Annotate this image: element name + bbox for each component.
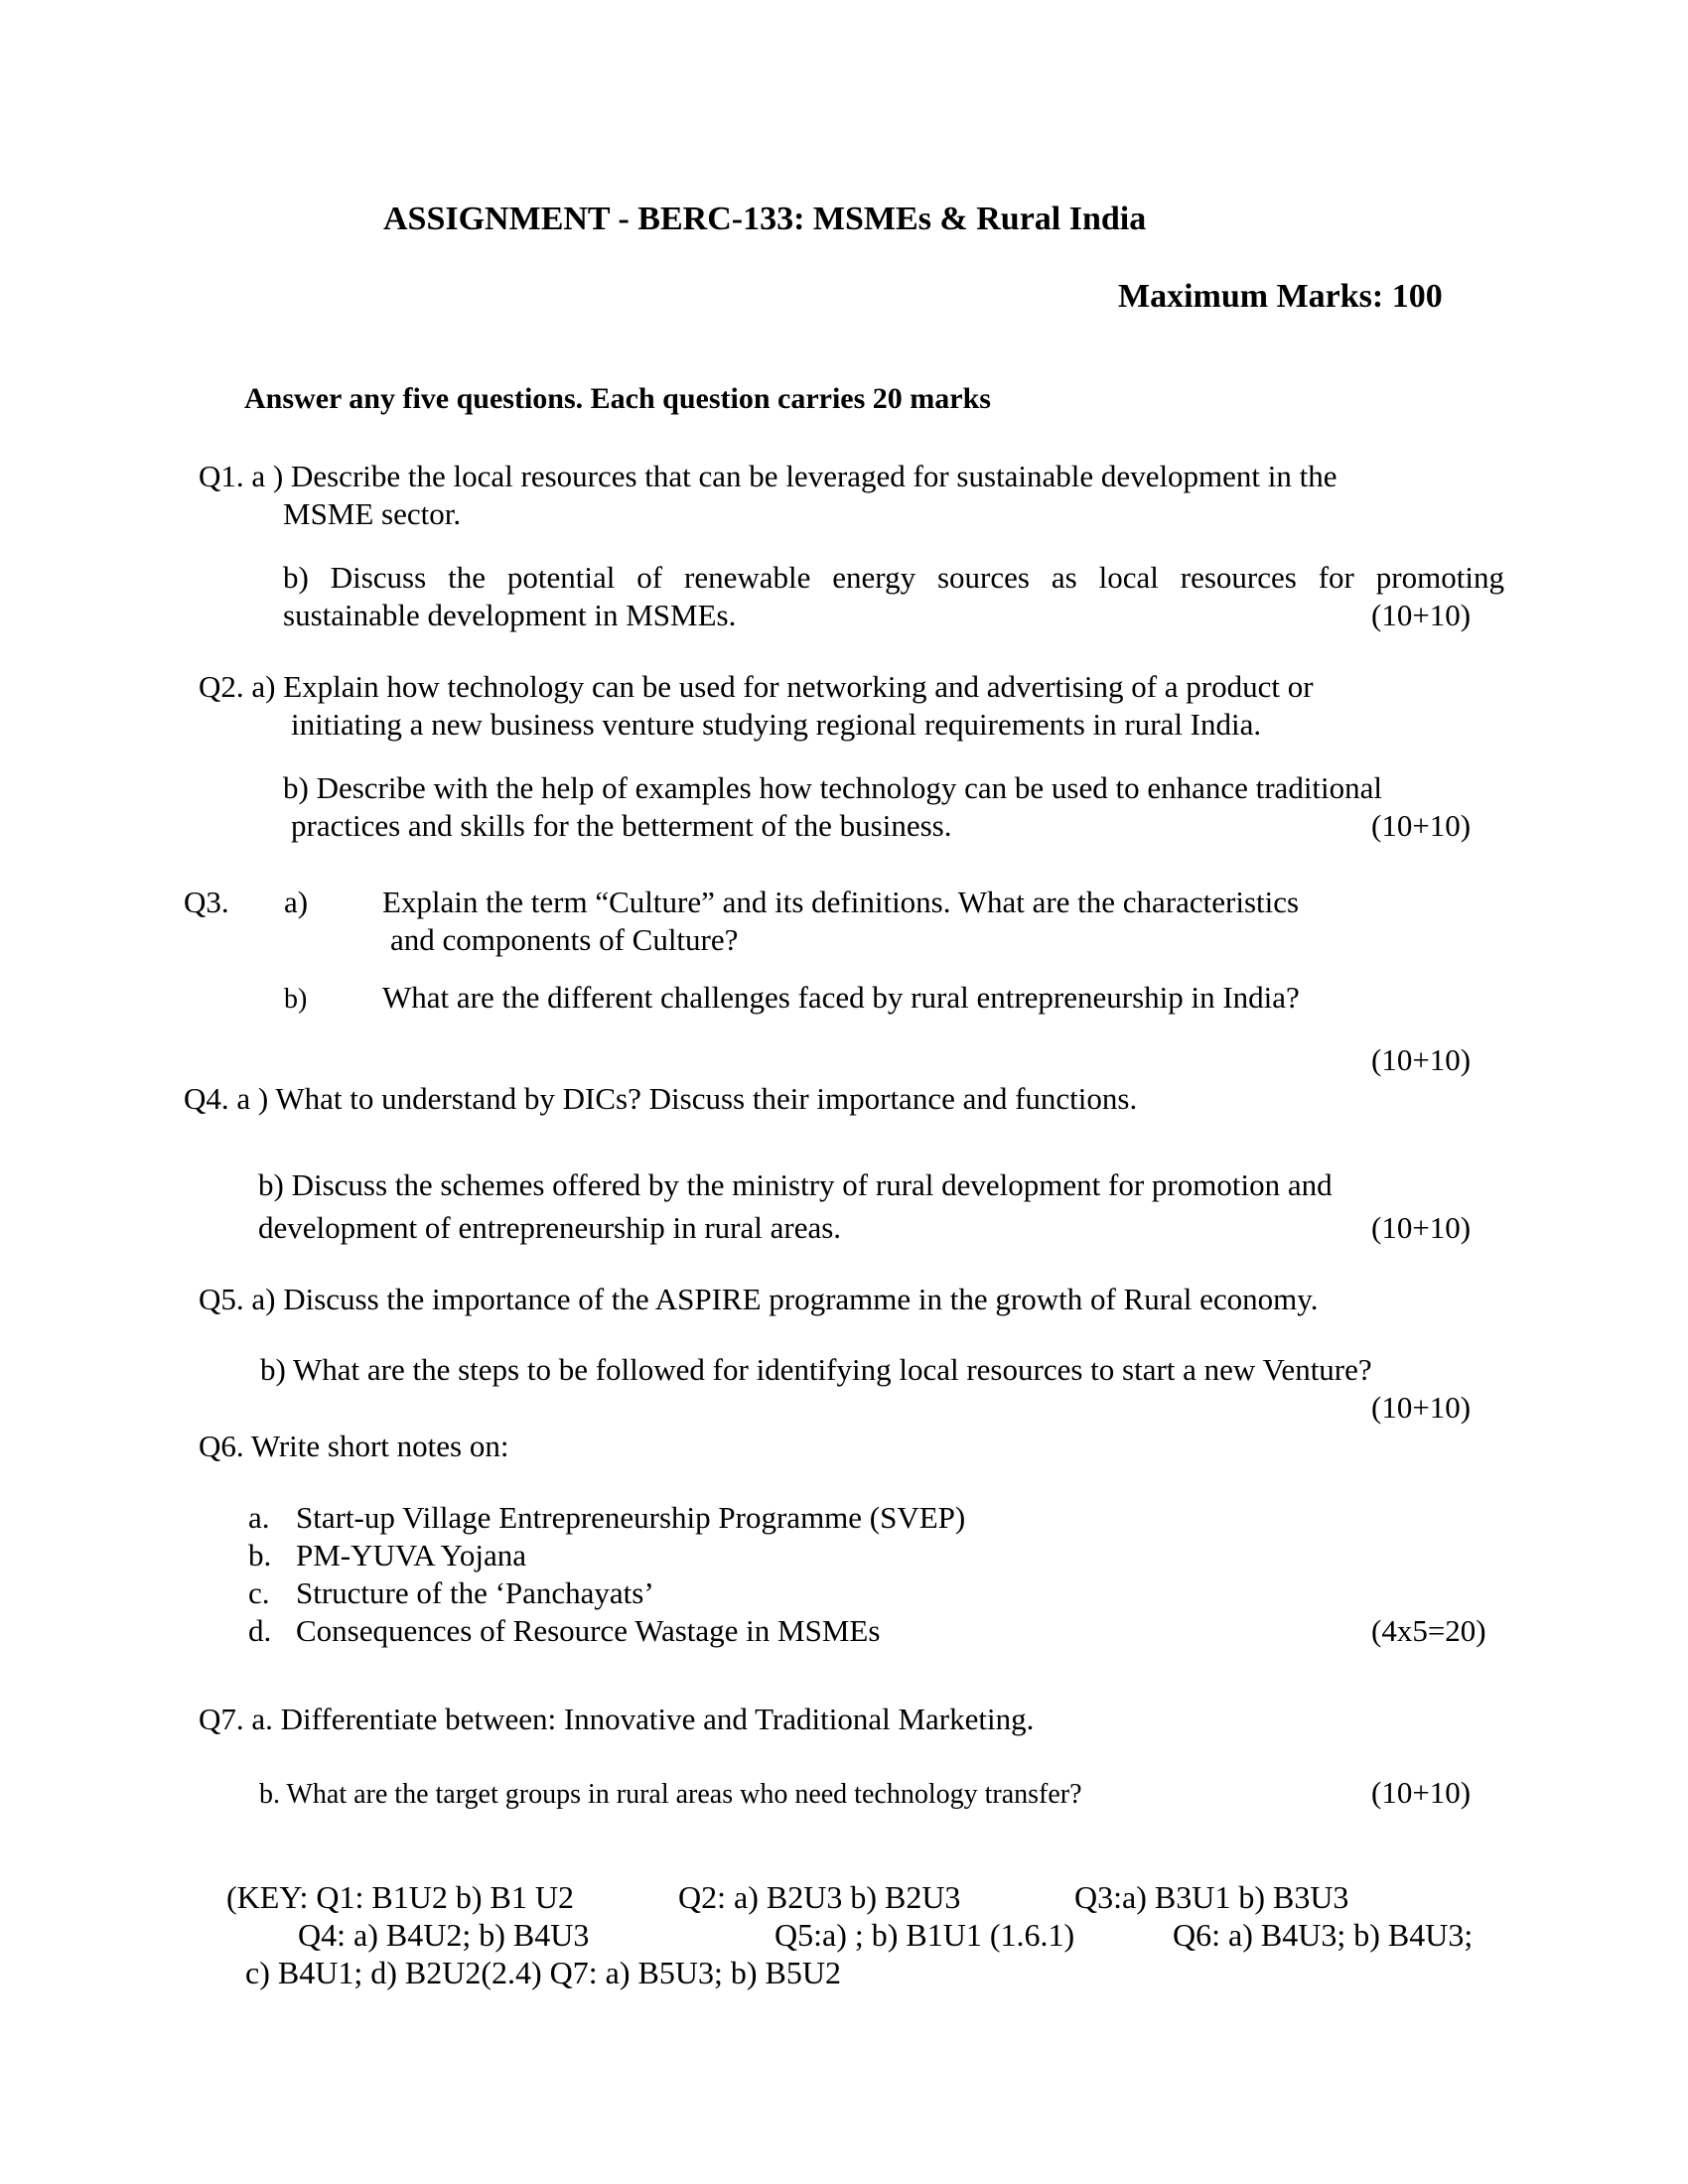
q1-b-word: promoting [1375, 560, 1504, 595]
key-line3: c) B4U1; d) B2U2(2.4) Q7: a) B5U3; b) B5U2 [245, 1955, 841, 1990]
q2-marks: (10+10) [1371, 808, 1472, 843]
q6-item-text: PM-YUVA Yojana [296, 1538, 526, 1572]
q1-b-word: Discuss [330, 560, 427, 595]
q1-b-word: for [1318, 560, 1354, 595]
q6-heading: Q6. Write short notes on: [199, 1429, 509, 1463]
q6-marks: (4x5=20) [1371, 1613, 1486, 1648]
q1-b-word: renewable [684, 560, 811, 595]
q3-b-line1: What are the different challenges faced by rural entrepreneurship in India? [382, 980, 1300, 1015]
q6-item-label: c. [248, 1575, 270, 1610]
q1-b-word: sources [936, 560, 1030, 595]
q5-marks: (10+10) [1371, 1390, 1472, 1425]
q1-b-word: the [448, 560, 486, 595]
key-line2-part: Q4: a) B4U2; b) B4U3 [298, 1917, 590, 1953]
q4-marks: (10+10) [1371, 1210, 1472, 1245]
q6-item-text: Structure of the ‘Panchayats’ [296, 1575, 654, 1610]
q6-item-label: a. [248, 1500, 270, 1535]
q2-a-line2: initiating a new business venture studying regional requirements in rural India. [291, 707, 1262, 742]
q6-item-text: Start-up Village Entrepreneurship Programme (SVEP) [296, 1500, 966, 1535]
q4-b-line2: development of entrepreneurship in rural areas. [258, 1210, 842, 1245]
q1-b-word: potential [506, 560, 616, 595]
q1-b-word: energy [832, 560, 916, 595]
q6-item-label: d. [248, 1613, 272, 1648]
q3-marks: (10+10) [1371, 1042, 1472, 1077]
q1-a-line2: MSME sector. [283, 496, 462, 531]
q1-marks: (10+10) [1371, 598, 1472, 632]
q2-a-line1: Q2. a) Explain how technology can be used for networking and advertising of a product or [199, 669, 1314, 704]
q1-b-word: b) [283, 560, 309, 595]
key-line1-part: Q3:a) B3U1 b) B3U3 [1074, 1879, 1349, 1915]
q7-marks: (10+10) [1371, 1775, 1472, 1810]
q1-b-word: of [636, 560, 663, 595]
q3-label: Q3. [184, 885, 229, 919]
q4-a-line1: Q4. a ) What to understand by DICs? Discuss their importance and functions. [184, 1081, 1138, 1116]
q7-a-line1: Q7. a. Differentiate between: Innovative and Traditional Marketing. [199, 1702, 1035, 1736]
q5-a-line1: Q5. a) Discuss the importance of the ASPIRE programme in the growth of Rural economy. [199, 1282, 1319, 1316]
q1-b-word: as [1051, 560, 1077, 595]
q2-b-line2: practices and skills for the betterment of the business. [291, 808, 952, 843]
q6-item-label: b. [248, 1538, 272, 1572]
q1-a-line1: Q1. a ) Describe the local resources that can be leveraged for sustainable development in the [199, 459, 1337, 493]
page-title: ASSIGNMENT - BERC-133: MSMEs & Rural India [383, 201, 1147, 237]
maximum-marks: Maximum Marks: 100 [1118, 278, 1443, 315]
q3-b-label: b) [284, 984, 308, 1015]
q3-a-line1: Explain the term “Culture” and its definitions. What are the characteristics [382, 885, 1300, 919]
q1-b-line1 [283, 559, 1504, 597]
q5-b-line1: b) What are the steps to be followed for identifying local resources to start a new Venture? [260, 1352, 1372, 1387]
q6-item-text: Consequences of Resource Wastage in MSMEs [296, 1613, 881, 1648]
q4-b-line1: b) Discuss the schemes offered by the ministry of rural development for promotion and [258, 1167, 1333, 1202]
key-line2-part: Q6: a) B4U3; b) B4U3; [1173, 1917, 1474, 1953]
q3-a-label: a) [284, 885, 309, 919]
q1-b-word: resources [1180, 560, 1297, 595]
q2-b-line1: b) Describe with the help of examples how technology can be used to enhance traditional [283, 770, 1383, 805]
q7-b-line1: b. What are the target groups in rural areas who need technology transfer? [259, 1779, 1082, 1810]
key-line2-part: Q5:a) ; b) B1U1 (1.6.1) [774, 1917, 1075, 1953]
key-line1-part: Q2: a) B2U3 b) B2U3 [678, 1879, 961, 1915]
q1-b-line2: sustainable development in MSMEs. [283, 598, 737, 632]
instructions: Answer any five questions. Each question carries 20 marks [244, 382, 991, 415]
key-line1-part: (KEY: Q1: B1U2 b) B1 U2 [226, 1879, 574, 1915]
q3-a-line2: and components of Culture? [390, 922, 739, 957]
q1-b-word: local [1098, 560, 1159, 595]
